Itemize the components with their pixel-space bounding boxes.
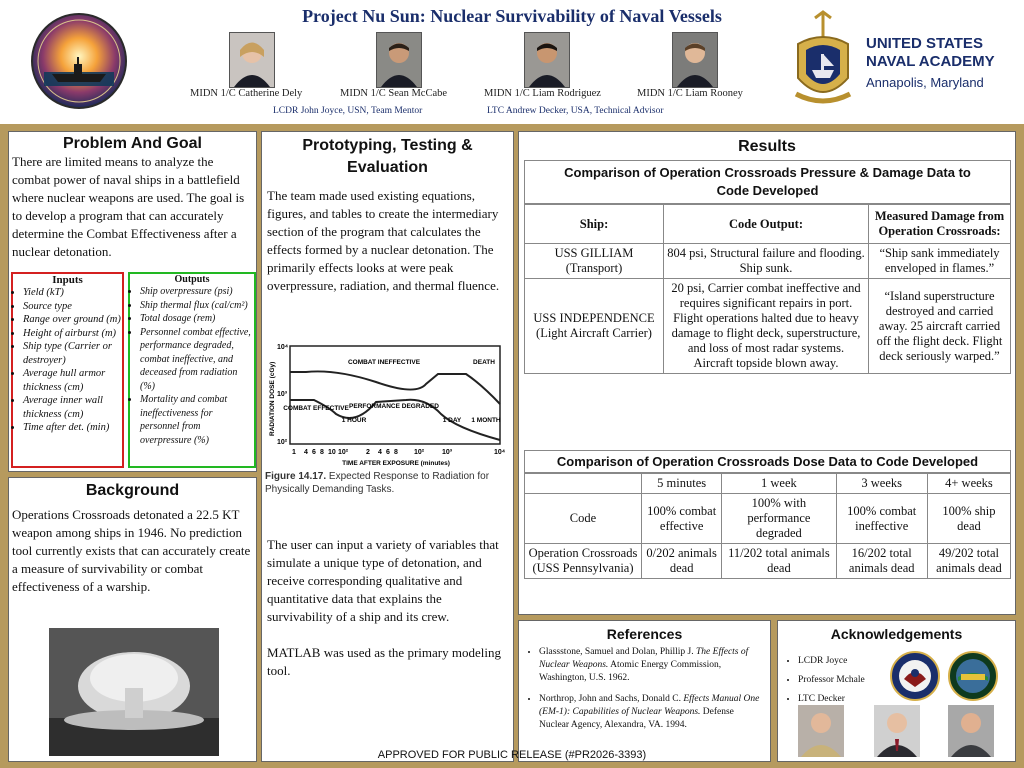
references-list — [519, 646, 766, 732]
table-header-cell: 3 weeks — [836, 474, 927, 494]
outputs-list — [130, 285, 254, 447]
poster-header — [0, 0, 1024, 124]
acknowledgement-item: • Professor Mchale — [798, 671, 1015, 690]
input-item: • Height of airburst (m) — [23, 327, 122, 341]
figure-xtick: 8 — [394, 449, 398, 456]
caption-text: Expected Response to Radiation for Physically Demanding Tasks. — [265, 471, 490, 495]
institution-line1: UNITED STATES — [866, 35, 983, 52]
table-cell: 100% combat ineffective — [836, 494, 927, 544]
table-cell: 100% combat effective — [642, 494, 722, 544]
table-header-cell: Ship: — [525, 205, 664, 244]
radiation-response-figure — [266, 344, 506, 468]
input-item: • Yield (kT) — [23, 286, 122, 300]
problem-text: There are limited means to analyze the combat power of naval ships in a battlefield where nuclear weapons are used. The goal is to develop a program that can accurately determine the Combat Effectiveness after a nuclear detonation. — [12, 154, 245, 259]
figure-label: COMBAT INEFFECTIVE — [347, 359, 421, 366]
figure-label: 1 MONTH — [471, 417, 501, 424]
inputs-list — [13, 286, 122, 435]
institution-line2: NAVAL ACADEMY — [866, 53, 995, 70]
input-item: • Average hull armor thickness (cm) — [23, 367, 122, 394]
figure-label: COMBAT EFFECTIVE — [283, 405, 349, 412]
figure-xtick: 10² — [338, 449, 349, 456]
figure-ytick: 10³ — [277, 391, 288, 398]
figure-label: PERFORMANCE DEGRADED — [349, 403, 439, 410]
results-panel — [518, 131, 1016, 615]
prototyping-text-2: The user can input a variety of variables that simulate a unique type of detonation, and receive corresponding qualitative and quantitative data that explains the survivability of a ship and its crew. — [267, 537, 499, 624]
table-caption: Comparison of Operation Crossroads Dose Data to Code Developed — [524, 450, 1011, 473]
member-photo — [524, 32, 570, 88]
table-cell: USS GILLIAM (Transport) — [525, 244, 664, 279]
output-item: • Ship overpressure (psi) — [140, 285, 254, 299]
table-row — [525, 494, 1011, 544]
pressure-damage-table — [524, 160, 1011, 374]
table-cell: USS INDEPENDENCE (Light Aircraft Carrier) — [525, 279, 664, 374]
panel-title: Acknowledgements — [830, 626, 963, 642]
inputs-box — [11, 272, 124, 468]
figure-ytick: 10⁴ — [277, 344, 289, 351]
mushroom-cloud-photo — [49, 628, 219, 756]
institution-location: Annapolis, Maryland — [866, 75, 984, 90]
table-row — [525, 279, 1011, 374]
figure-xtick: 4 — [378, 449, 382, 456]
member-photo — [376, 32, 422, 88]
figure-ytick: 10² — [277, 439, 288, 446]
acknowledgement-item: • LTC Decker — [798, 690, 1015, 709]
background-panel — [8, 477, 257, 762]
dtra-seal-logo — [890, 651, 940, 701]
poster-title: Project Nu Sun: Nuclear Survivability of Naval Vessels — [302, 6, 722, 26]
member-photo — [672, 32, 718, 88]
member-name: MIDN 1/C Liam Rodriguez — [484, 88, 601, 99]
background-text: Operations Crossroads detonated a 22.5 KT weapon among ships in 1946. No prediction tool currently exists that can accurately create a measure of survivability or combat effectiveness of a warship. — [12, 507, 251, 594]
caption-label: Figure 14.17. — [265, 471, 327, 482]
public-release-notice: APPROVED FOR PUBLIC RELEASE (#PR2026-3393) — [377, 749, 647, 761]
team-mentor: LCDR John Joyce, USN, Team Mentor — [273, 106, 423, 116]
output-item: • Personnel combat effective, performance degraded, combat ineffective, and deceased from radiation (%) — [140, 326, 254, 394]
usna-crest-logo — [788, 8, 858, 116]
table-header-cell: Code Output: — [664, 205, 869, 244]
outputs-box — [128, 272, 256, 468]
problem-goal-panel — [8, 131, 257, 472]
member-name: MIDN 1/C Sean McCabe — [340, 88, 448, 99]
institution-name — [866, 35, 1016, 95]
figure-ylabel: RADIATION DOSE (cGy) — [269, 361, 276, 436]
table-cell: 20 psi, Carrier combat ineffective and requires significant repairs in port. Flight operations halted due to heavy damage to flight deck, superstructure, and loss of most radar systems. Aircraft topside blown away. — [664, 279, 869, 374]
figure-xtick: 8 — [320, 449, 324, 456]
input-item: • Source type — [23, 300, 122, 314]
input-item: • Range over ground (m) — [23, 313, 122, 327]
technical-advisor: LTC Andrew Decker, USA, Technical Advisor — [487, 106, 664, 116]
figure-caption — [265, 470, 505, 496]
table-cell: 11/202 total animals dead — [722, 544, 836, 579]
figure-label: 1 DAY — [442, 417, 462, 424]
table-caption: Comparison of Operation Crossroads Pressure & Damage Data to Code Developed — [524, 160, 1011, 204]
table-header-row — [525, 474, 1011, 494]
panel-title: Background — [85, 482, 180, 499]
prototyping-text-3: MATLAB was used as the primary modeling tool. — [267, 645, 501, 678]
table-cell: 100% with performance degraded — [722, 494, 836, 544]
figure-xtick: 10² — [414, 449, 425, 456]
reference-item: • Northrop, John and Sachs, Donald C. Effects Manual One (EM-1): Capabilities of Nuclear Weapons. Defense Nuclear Agency, Alexandra, VA. 1994. — [539, 693, 766, 732]
member-name: MIDN 1/C Liam Rooney — [637, 88, 743, 99]
table-cell: Operation Crossroads (USS Pennsylvania) — [525, 544, 642, 579]
pressure-table-grid — [524, 204, 1011, 374]
table-header-cell: 5 minutes — [642, 474, 722, 494]
table-header-cell: 4+ weeks — [927, 474, 1010, 494]
figure-xtick: 10 — [328, 449, 336, 456]
dose-table-grid — [524, 473, 1011, 579]
output-item: • Total dosage (rem) — [140, 312, 254, 326]
figure-curve — [290, 371, 500, 404]
panel-title: Problem And Goal — [63, 135, 202, 152]
dose-table — [524, 450, 1011, 579]
figure-xtick: 6 — [312, 449, 316, 456]
figure-label: 1 HOUR — [341, 417, 367, 424]
prototyping-text: The team made used existing equations, figures, and tables to create the intermediary section of the program that calculates the effects formed by a nuclear detonation. The primarily effects looks at were peak overpressure, radiation, and thermal fluence. — [267, 188, 500, 293]
inputs-title: Inputs — [52, 274, 83, 286]
table-cell: 49/202 total animals dead — [927, 544, 1010, 579]
table-cell: 804 psi, Structural failure and flooding. Ship sunk. — [664, 244, 869, 279]
figure-xlabel: TIME AFTER EXPOSURE (minutes) — [342, 460, 450, 467]
figure-xtick: 6 — [386, 449, 390, 456]
table-cell: Code — [525, 494, 642, 544]
outputs-title: Outputs — [174, 274, 210, 285]
acknowledgement-item: • LCDR Joyce — [798, 652, 1015, 671]
table-cell: 16/202 total animals dead — [836, 544, 927, 579]
prototyping-panel — [261, 131, 514, 762]
panel-title: References — [606, 626, 683, 642]
figure-xtick: 4 — [304, 449, 308, 456]
reference-item: • Glassstone, Samuel and Dolan, Phillip J. The Effects of Nuclear Weapons. Atomic Energy Commission, Washington, U.S. 1962. — [539, 646, 766, 685]
figure-xtick: 2 — [366, 449, 370, 456]
nssc-seal-logo — [948, 651, 998, 701]
figure-xtick: 10⁴ — [494, 449, 506, 456]
table-cell: “Ship sank immediately enveloped in flames.” — [869, 244, 1011, 279]
output-item: • Mortality and combat ineffectiveness for personnel from overpressure (%) — [140, 393, 254, 447]
member-name: MIDN 1/C Catherine Dely — [190, 88, 303, 99]
table-row — [525, 244, 1011, 279]
table-row — [525, 544, 1011, 579]
figure-label: DEATH — [473, 359, 495, 366]
panel-title: Prototyping, Testing & Evaluation — [302, 137, 473, 176]
input-item: • Ship type (Carrier or destroyer) — [23, 340, 122, 367]
panel-title: Results — [738, 138, 796, 155]
member-photo — [229, 32, 275, 88]
table-cell: 100% ship dead — [927, 494, 1010, 544]
figure-xtick: 10³ — [442, 449, 453, 456]
table-header-cell: 1 week — [722, 474, 836, 494]
table-cell: 0/202 animals dead — [642, 544, 722, 579]
input-item: • Time after det. (min) — [23, 421, 122, 435]
references-panel — [518, 620, 771, 762]
acknowledgements-panel — [777, 620, 1016, 762]
table-header-cell — [525, 474, 642, 494]
table-cell: “Island superstructure destroyed and carried away. 25 aircraft carried off the flight deck. Flight deck seriously warped.” — [869, 279, 1011, 374]
output-item: • Ship thermal flux (cal/cm²) — [140, 299, 254, 313]
table-header-cell: Measured Damage from Operation Crossroads: — [869, 205, 1011, 244]
table-header-row — [525, 205, 1011, 244]
figure-xtick: 1 — [292, 449, 296, 456]
input-item: • Average inner wall thickness (cm) — [23, 394, 122, 421]
